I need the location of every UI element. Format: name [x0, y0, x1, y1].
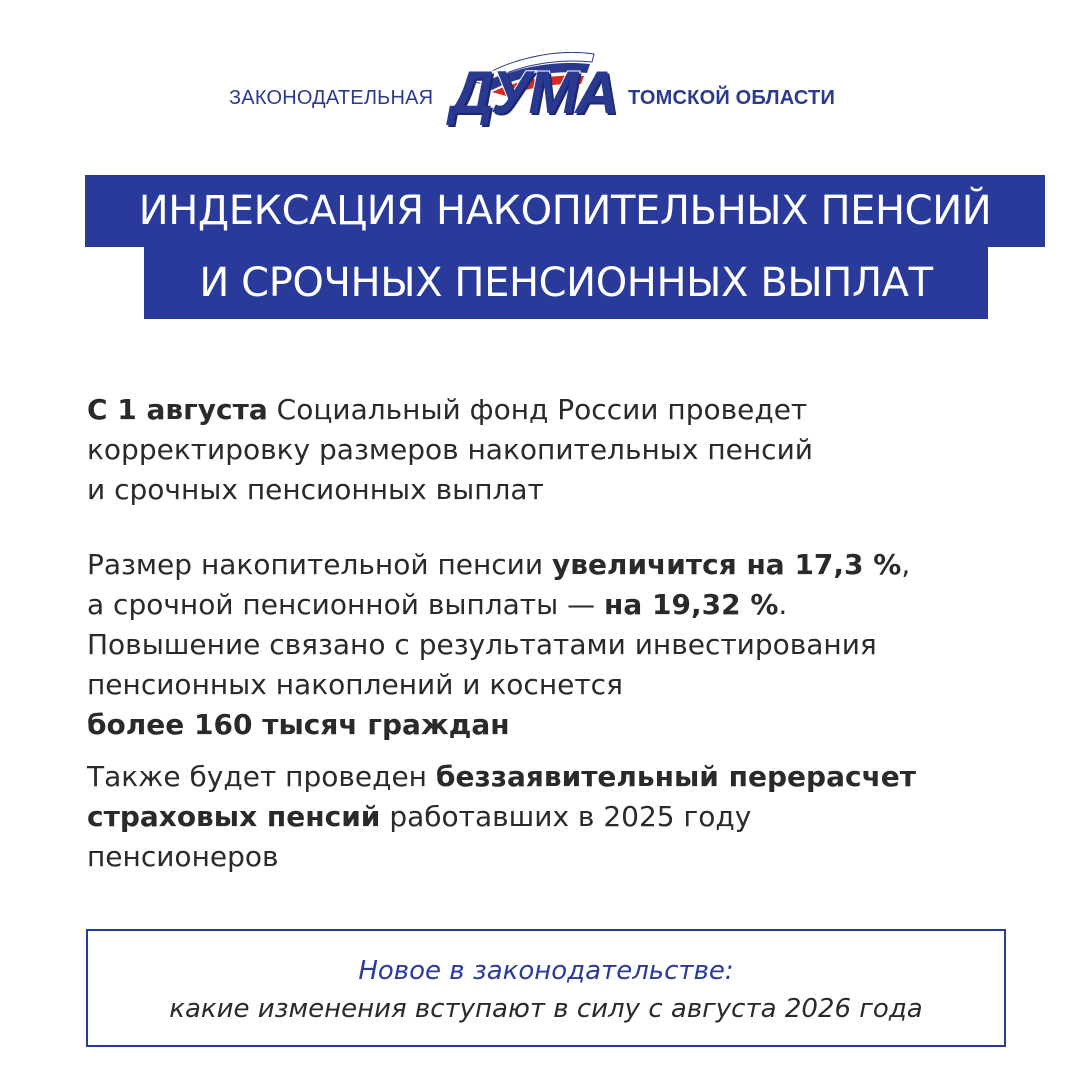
- p1-line-2: корректировку размеров накопительных пенсий: [87, 433, 813, 466]
- logo-text: ДУМА: [450, 59, 616, 126]
- p3-line-3: пенсионеров: [87, 840, 279, 873]
- p2-line-5: [87, 705, 1017, 745]
- duma-logo: [444, 52, 624, 132]
- p3-line-1: [87, 757, 1017, 797]
- title-bar-2: [144, 247, 988, 319]
- note-heading: Новое в законодательстве:: [358, 956, 734, 986]
- p1-bold-date: С 1 августа: [87, 393, 268, 426]
- p3-bold-pensions: страховых пенсий: [87, 800, 381, 833]
- p2-line-1-end: ,: [901, 548, 911, 581]
- header-right-text: ТОМСКОЙ ОБЛАСТИ: [628, 87, 836, 109]
- p3-line-2-end: работавших в 2025 году: [380, 800, 752, 833]
- header-left-text: ЗАКОНОДАТЕЛЬНАЯ: [229, 87, 434, 109]
- paragraph-1: [87, 390, 1017, 510]
- title-bar-1: [85, 175, 1045, 247]
- p2-line-1: [87, 545, 1017, 585]
- p3-line-2: [87, 797, 1017, 837]
- p2-bold-citizens: более 160 тысяч граждан: [87, 708, 510, 741]
- paragraph-2: [87, 545, 1017, 745]
- p2-line-2-end: .: [778, 588, 788, 621]
- note-box: [86, 929, 1006, 1047]
- header: [0, 52, 1080, 132]
- note-subheading: какие изменения вступают в силу с августа 2026 года: [169, 994, 923, 1024]
- p2-bold-percent: на 19,32 %: [604, 588, 779, 621]
- p2-line-4: пенсионных накоплений и коснется: [87, 668, 623, 701]
- p3-bold-recalc: беззаявительный перерасчет: [435, 760, 917, 793]
- p2-line-3: Повышение связано с результатами инвестирования: [87, 628, 877, 661]
- p2-line-2: [87, 585, 1017, 625]
- title-line-2: И СРОЧНЫХ ПЕНСИОННЫХ ВЫПЛАТ: [199, 260, 933, 306]
- p2-line-2-start: а срочной пенсионной выплаты —: [87, 588, 605, 621]
- p1-line-1-rest: Социальный фонд России проведет: [267, 393, 808, 426]
- p1-line-1: [87, 390, 1017, 430]
- p1-line-3: и срочных пенсионных выплат: [87, 473, 544, 506]
- p2-line-1-start: Размер накопительной пенсии: [87, 548, 552, 581]
- p3-line-1-start: Также будет проведен: [87, 760, 436, 793]
- p2-bold-increase: увеличится на 17,3 %: [551, 548, 902, 581]
- title-line-1: ИНДЕКСАЦИЯ НАКОПИТЕЛЬНЫХ ПЕНСИЙ: [138, 188, 992, 234]
- paragraph-3: [87, 757, 1017, 877]
